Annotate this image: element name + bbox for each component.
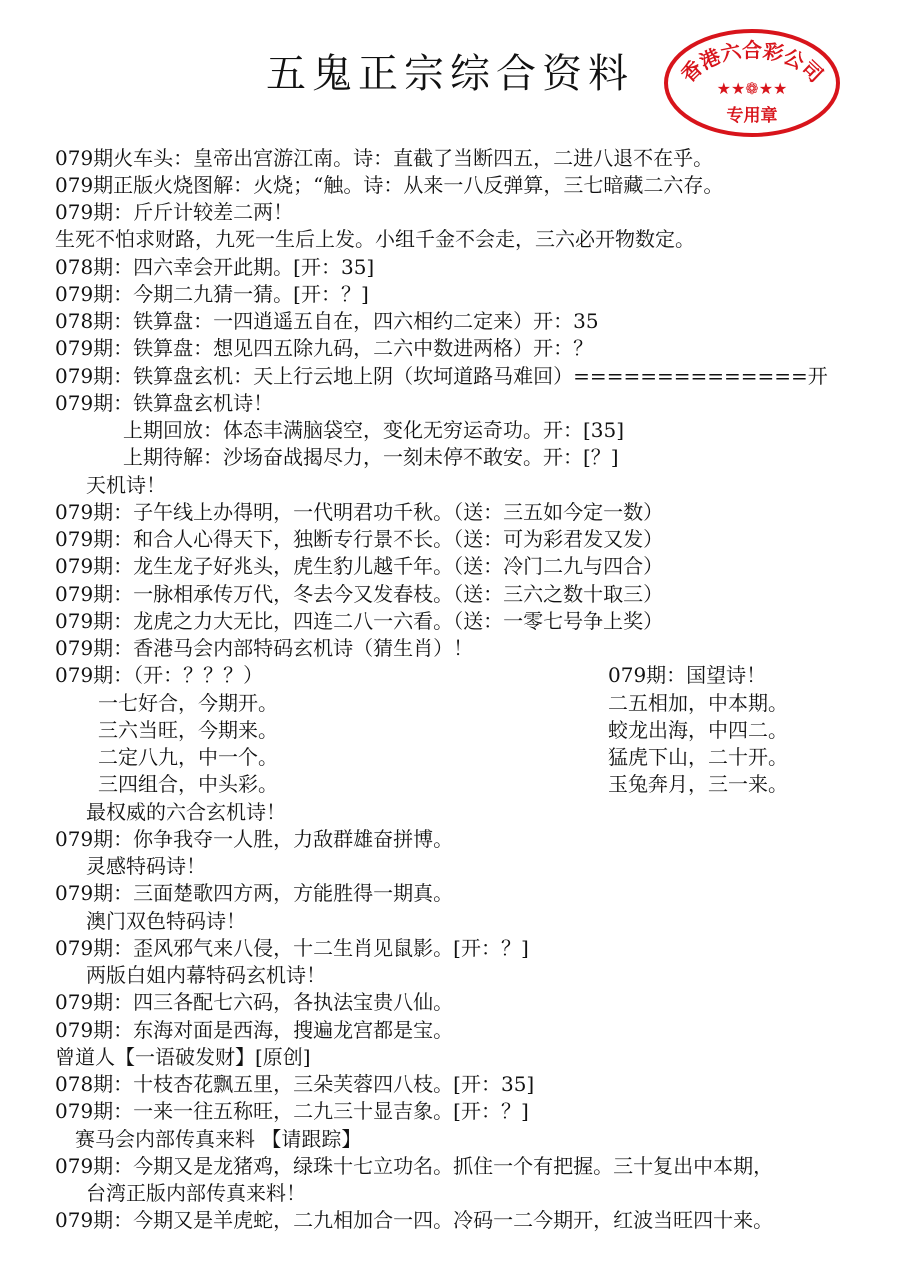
text-line: 079期：铁算盘：想见四五除九码，二六中数进两格）开：？ [55, 336, 594, 360]
section-heading: 灵感特码诗！ [86, 854, 206, 878]
text-line: 079期：一脉相承传万代，冬去今又发春枝。（送：三六之数十取三） [55, 582, 664, 606]
poem-line: 二定八九，中一个。 [98, 745, 278, 769]
poem-line: 一七好合，今期开。 [98, 691, 278, 715]
text-line: 079期：龙虎之力大无比，四连二八一六看。（送：一零七号争上奖） [55, 609, 664, 633]
section-heading: 曾道人【一语破发财】[原创] [55, 1045, 311, 1069]
page-title: 五鬼正宗综合资料 [266, 51, 634, 97]
text-line: 079期：三面楚歌四方两，方能胜得一期真。 [55, 881, 454, 905]
seal-bottom-text: 专用章 [726, 106, 778, 126]
section-heading: 赛马会内部传真来料 【请跟踪】 [75, 1127, 362, 1151]
section-heading: 两版白姐内幕特码玄机诗！ [86, 963, 326, 987]
text-line: 079期正版火烧图解：火烧；“触。诗：从来一八反弹算，三七暗藏二六存。 [55, 173, 724, 197]
side-poem-line: 蛟龙出海，中四二。 [608, 718, 788, 742]
side-poem-line: 二五相加，中本期。 [608, 691, 788, 715]
text-line: 079期：东海对面是西海，搜遍龙宫都是宝。 [55, 1018, 454, 1042]
text-line: 078期：十枝杏花飘五里，三朵芙蓉四八枝。[开：35] [55, 1072, 535, 1096]
side-poem-title: 079期：国望诗！ [608, 663, 767, 687]
section-heading: 台湾正版内部传真来料！ [86, 1181, 306, 1205]
text-line: 079期：（开：？？？） [55, 663, 264, 687]
text-line: 上期待解：沙场奋战揭尽力，一刻未停不敢安。开：[？] [123, 445, 619, 469]
text-line: 079期：今期又是羊虎蛇，二九相加合一四。冷码一二今期开，红波当旺四十来。 [55, 1208, 774, 1232]
text-line: 079期：你争我夺一人胜，力敌群雄奋拼博。 [55, 827, 454, 851]
text-line: 079期：香港马会内部特码玄机诗（猜生肖）！ [55, 636, 474, 660]
text-line: 079期：斤斤计较差二两！ [55, 200, 294, 224]
text-line: 079期：一来一往五称旺，二九三十显吉象。[开：？] [55, 1099, 529, 1123]
text-line: 079期：铁算盘玄机：天上行云地上阴（坎坷道路马难回）==============开 [55, 364, 828, 388]
text-line: 079期：铁算盘玄机诗！ [55, 391, 274, 415]
text-line: 079期：龙生龙子好兆头，虎生豹儿越千年。（送：冷门二九与四合） [55, 554, 664, 578]
seal-top-text: 香港六合彩公司 [676, 38, 828, 87]
text-line: 079期火车头：皇帝出宫游江南。诗：直截了当断四五，二进八退不在乎。 [55, 146, 714, 170]
text-line: 078期：铁算盘：一四逍遥五自在，四六相约二定来）开：35 [55, 309, 599, 333]
text-line: 079期：和合人心得天下，独断专行景不长。（送：可为彩君发又发） [55, 527, 664, 551]
text-line: 生死不怕求财路，九死一生后上发。小组千金不会走，三六必开物数定。 [55, 227, 695, 251]
seal-stars: ★★❁★★ [716, 79, 788, 98]
poem-line: 三四组合，中头彩。 [98, 772, 278, 796]
text-line: 079期：歪风邪气来八侵，十二生肖见鼠影。[开：？] [55, 936, 529, 960]
text-line: 079期：四三各配七六码，各执法宝贵八仙。 [55, 990, 454, 1014]
section-heading: 澳门双色特码诗！ [86, 909, 246, 933]
section-heading: 最权威的六合玄机诗！ [86, 800, 286, 824]
side-poem-line: 猛虎下山，二十开。 [608, 745, 788, 769]
section-heading: 天机诗！ [86, 473, 166, 497]
text-line: 上期回放：体态丰满脑袋空，变化无穷运奇功。开：[35] [123, 418, 625, 442]
text-line: 079期：子午线上办得明，一代明君功千秋。（送：三五如今定一数） [55, 500, 664, 524]
text-line: 079期：今期二九猜一猜。[开：？] [55, 282, 369, 306]
poem-line: 三六当旺，今期来。 [98, 718, 278, 742]
side-poem-line: 玉兔奔月，三一来。 [608, 772, 788, 796]
text-line: 079期：今期又是龙猪鸡，绿珠十七立功名。抓住一个有把握。三十复出中本期， [55, 1154, 774, 1178]
text-line: 078期：四六幸会开此期。[开：35] [55, 255, 375, 279]
